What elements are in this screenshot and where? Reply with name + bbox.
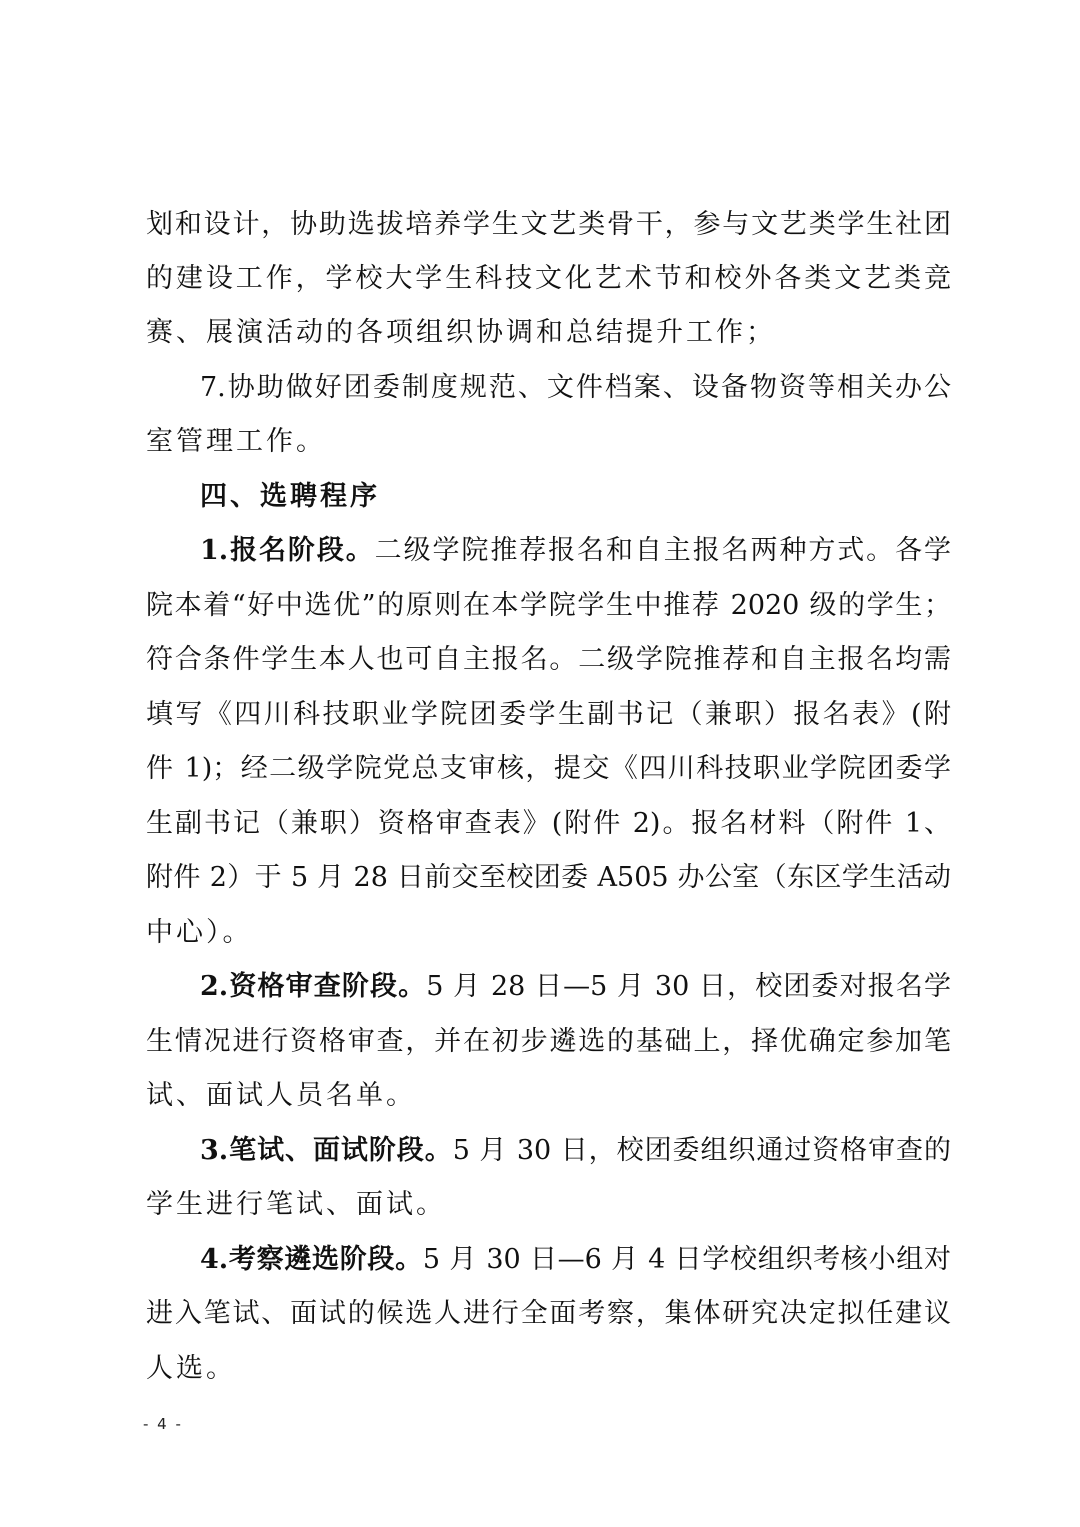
paragraph-line: 试、面试人员名单。 [146, 1080, 416, 1111]
step-lead: 1.报名阶段。 [200, 535, 375, 566]
paragraph-line: 进入笔试、面试的候选人进行全面考察，集体研究决定拟任建议 [146, 1298, 951, 1329]
step-first-line [200, 529, 951, 573]
paragraph-line: 中心）。 [146, 917, 253, 948]
paragraph-line: 室管理工作。 [146, 426, 326, 457]
paragraph-line: 生副书记（兼职）资格审查表》(附件 2)。报名材料（附件 1、 [146, 808, 951, 839]
step-text: 5 月 30 日—6 月 4 日学校组织考核小组对 [422, 1244, 951, 1275]
step-text: 5 月 28 日—5 月 30 日，校团委对报名学 [426, 971, 951, 1002]
step-lead: 2.资格审查阶段。 [200, 971, 427, 1002]
paragraph-line: 符合条件学生本人也可自主报名。二级学院推荐和自主报名均需 [146, 644, 951, 675]
paragraph-line: 填写《四川科技职业学院团委学生副书记（兼职）报名表》(附 [146, 699, 951, 730]
paragraph-line: 生情况进行资格审查，并在初步遴选的基础上，择优确定参加笔 [146, 1026, 951, 1057]
paragraph-line: 人选。 [146, 1353, 236, 1384]
paragraph-line: 的建设工作，学校大学生科技文化艺术节和校外各类文艺类竞 [146, 263, 951, 294]
paragraph-line: 学生进行笔试、面试。 [146, 1189, 446, 1220]
step-text: 5 月 30 日，校团委组织通过资格审查的 [452, 1135, 951, 1166]
step-lead: 4.考察遴选阶段。 [200, 1244, 423, 1275]
step-first-line [200, 965, 951, 1009]
step-first-line [200, 1238, 951, 1282]
paragraph-line: 赛、展演活动的各项组织协调和总结提升工作； [146, 317, 776, 348]
section-heading: 四、选聘程序 [200, 481, 380, 512]
paragraph-line: 划和设计，协助选拔培养学生文艺类骨干，参与文艺类学生社团 [146, 209, 951, 240]
step-first-line [200, 1129, 951, 1173]
paragraph-line: 附件 2）于 5 月 28 日前交至校团委 A505 办公室（东区学生活动 [146, 862, 951, 893]
step-text: 二级学院推荐报名和自主报名两种方式。各学 [374, 535, 952, 566]
paragraph-line: 7.协助做好团委制度规范、文件档案、设备物资等相关办公 [200, 372, 951, 403]
page-number: - 4 - [143, 1415, 183, 1433]
step-lead: 3.笔试、面试阶段。 [200, 1135, 453, 1166]
paragraph-line: 院本着“好中选优”的原则在本学院学生中推荐 2020 级的学生； [146, 590, 951, 621]
paragraph-line: 件 1)；经二级学院党总支审核，提交《四川科技职业学院团委学 [146, 753, 951, 784]
